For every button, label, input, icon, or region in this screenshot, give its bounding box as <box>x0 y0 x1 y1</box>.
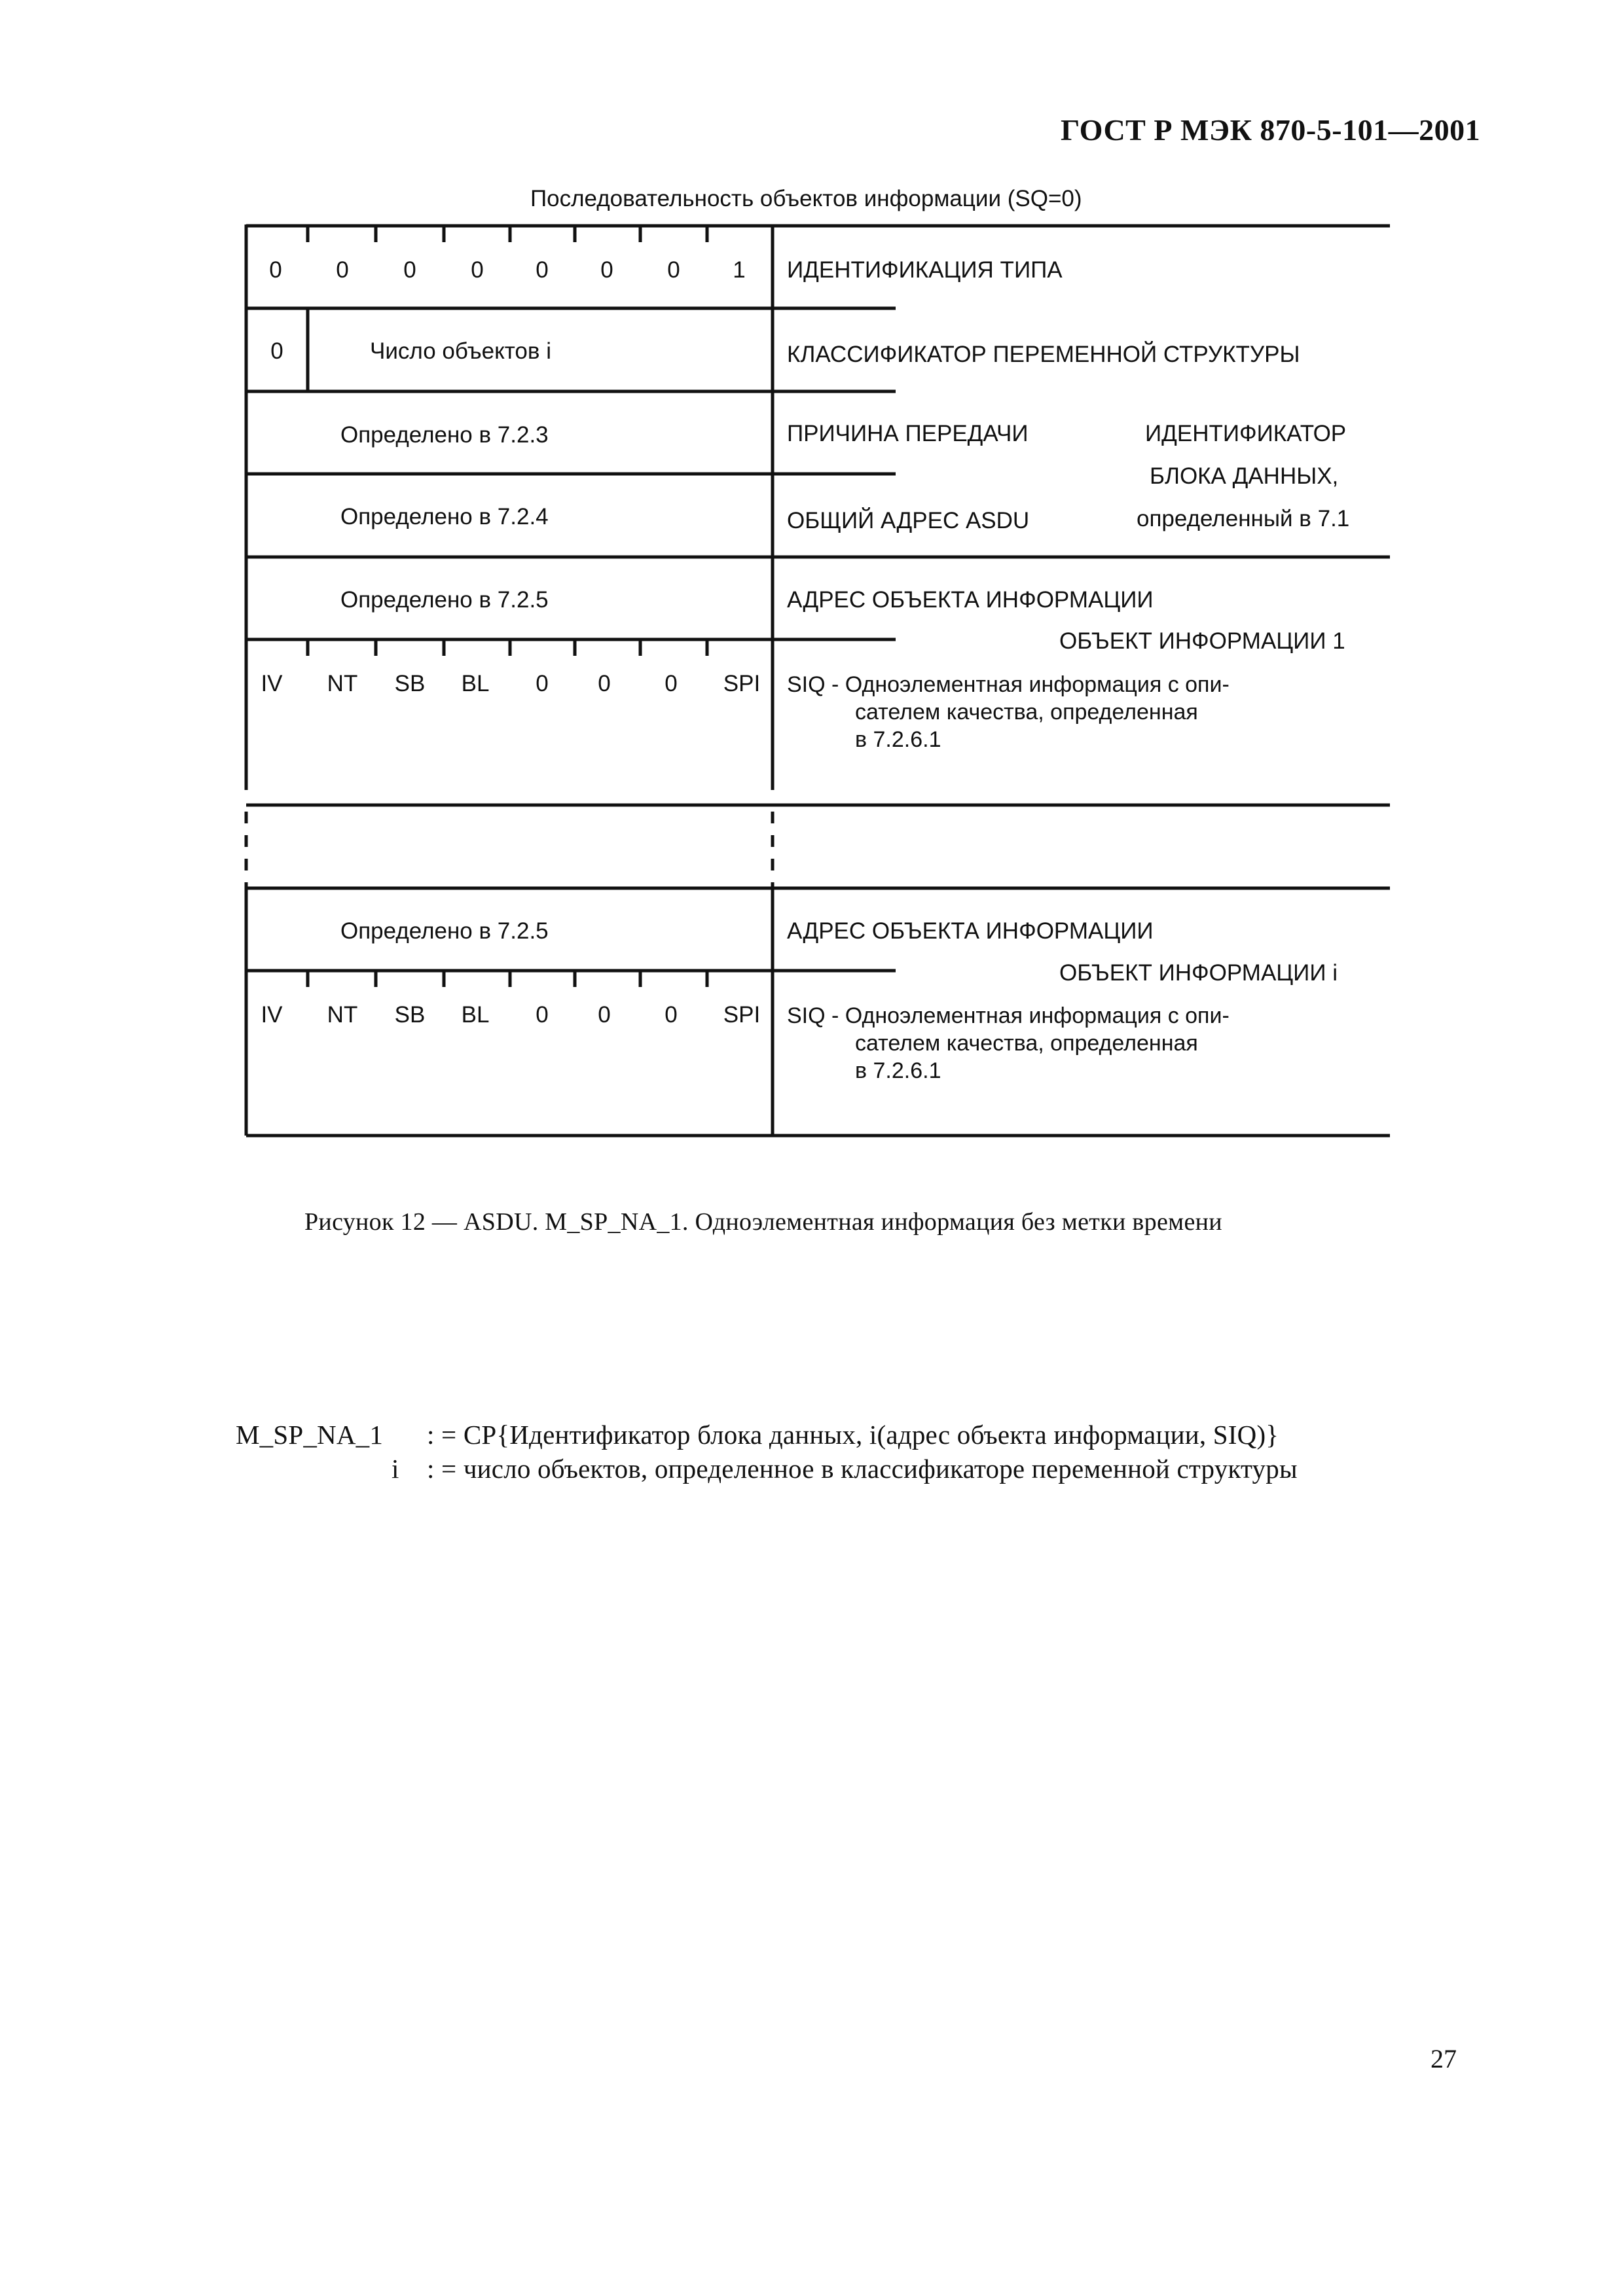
object-i-bit-1: 0 <box>665 1002 678 1028</box>
vsq-count: Число объектов i <box>370 338 551 364</box>
type-id-bit-1: 1 <box>733 257 746 283</box>
data-unit-id-line2: БЛОКА ДАННЫХ, <box>1150 463 1339 489</box>
type-id-bit-8: 0 <box>269 257 282 283</box>
object1-group-label: ОБЪЕКТ ИНФОРМАЦИИ 1 <box>1059 628 1345 654</box>
object-i-siq-line2: сателем качества, определенная <box>855 1031 1198 1056</box>
object-i-bit-3: 0 <box>536 1002 549 1028</box>
asdu-address-value: Определено в 7.2.4 <box>340 504 549 529</box>
type-id-label: ИДЕНТИФИКАЦИЯ ТИПА <box>787 257 1063 283</box>
object1-siq-line1: SIQ - Одноэлементная информация с опи- <box>787 672 1230 697</box>
type-id-bit-3: 0 <box>600 257 613 283</box>
formula-term-1: M_SP_NA_1 <box>236 1420 384 1450</box>
type-id-bit-6: 0 <box>403 257 416 283</box>
type-id-bit-7: 0 <box>336 257 349 283</box>
object-i-siq-line1: SIQ - Одноэлементная информация с опи- <box>787 1003 1230 1028</box>
object1-bit-bl: BL <box>461 671 490 696</box>
diagram-title: Последовательность объектов информации (SQ=0) <box>530 186 1082 211</box>
object1-bit-sb: SB <box>394 671 426 696</box>
figure-caption: Рисунок 12 — ASDU. M_SP_NA_1. Одноэлементная информация без метки времени <box>304 1208 1222 1236</box>
object-i-address-value: Определено в 7.2.5 <box>340 918 549 944</box>
object1-bit-spi: SPI <box>723 671 761 696</box>
asdu-address-label: ОБЩИЙ АДРЕС ASDU <box>787 508 1030 533</box>
vsq-label: КЛАССИФИКАТОР ПЕРЕМЕННОЙ СТРУКТУРЫ <box>787 342 1300 367</box>
standard-header: ГОСТ Р МЭК 870-5-101—2001 <box>1061 113 1481 147</box>
object1-bit-nt: NT <box>327 671 358 696</box>
cot-value: Определено в 7.2.3 <box>340 422 549 448</box>
object-i-address-label: АДРЕС ОБЪЕКТА ИНФОРМАЦИИ <box>787 918 1154 944</box>
data-unit-id-line3: определенный в 7.1 <box>1137 506 1350 531</box>
data-unit-id-line1: ИДЕНТИФИКАТОР <box>1145 421 1347 446</box>
object1-siq-line3: в 7.2.6.1 <box>855 727 941 752</box>
object1-bit-1: 0 <box>665 671 678 696</box>
object1-address-value: Определено в 7.2.5 <box>340 587 549 613</box>
object1-bit-3: 0 <box>536 671 549 696</box>
object-i-bit-bl: BL <box>461 1002 490 1028</box>
type-id-bit-4: 0 <box>536 257 549 283</box>
formula-def-2: : = число объектов, определенное в классификаторе переменной структуры <box>427 1454 1298 1484</box>
page-number: 27 <box>1431 2044 1457 2073</box>
formula-term-2: i <box>392 1454 399 1484</box>
cot-label: ПРИЧИНА ПЕРЕДАЧИ <box>787 421 1029 446</box>
formula-def-1: : = CP{Идентификатор блока данных, i(адрес объекта информации, SIQ)} <box>427 1420 1279 1450</box>
type-id-bit-2: 0 <box>667 257 680 283</box>
object-i-siq-line3: в 7.2.6.1 <box>855 1058 941 1083</box>
object-i-bit-2: 0 <box>598 1002 611 1028</box>
object1-siq-line2: сателем качества, определенная <box>855 700 1198 725</box>
type-id-bit-5: 0 <box>471 257 484 283</box>
object-i-bit-spi: SPI <box>723 1002 761 1028</box>
object1-address-label: АДРЕС ОБЪЕКТА ИНФОРМАЦИИ <box>787 587 1154 613</box>
object-i-bit-iv: IV <box>261 1002 283 1028</box>
object1-bit-iv: IV <box>261 671 283 696</box>
object1-bit-2: 0 <box>598 671 611 696</box>
object-i-bit-nt: NT <box>327 1002 358 1028</box>
vsq-sq-bit: 0 <box>270 338 283 364</box>
object-i-bit-sb: SB <box>394 1002 426 1028</box>
object-i-group-label: ОБЪЕКТ ИНФОРМАЦИИ i <box>1059 960 1338 986</box>
